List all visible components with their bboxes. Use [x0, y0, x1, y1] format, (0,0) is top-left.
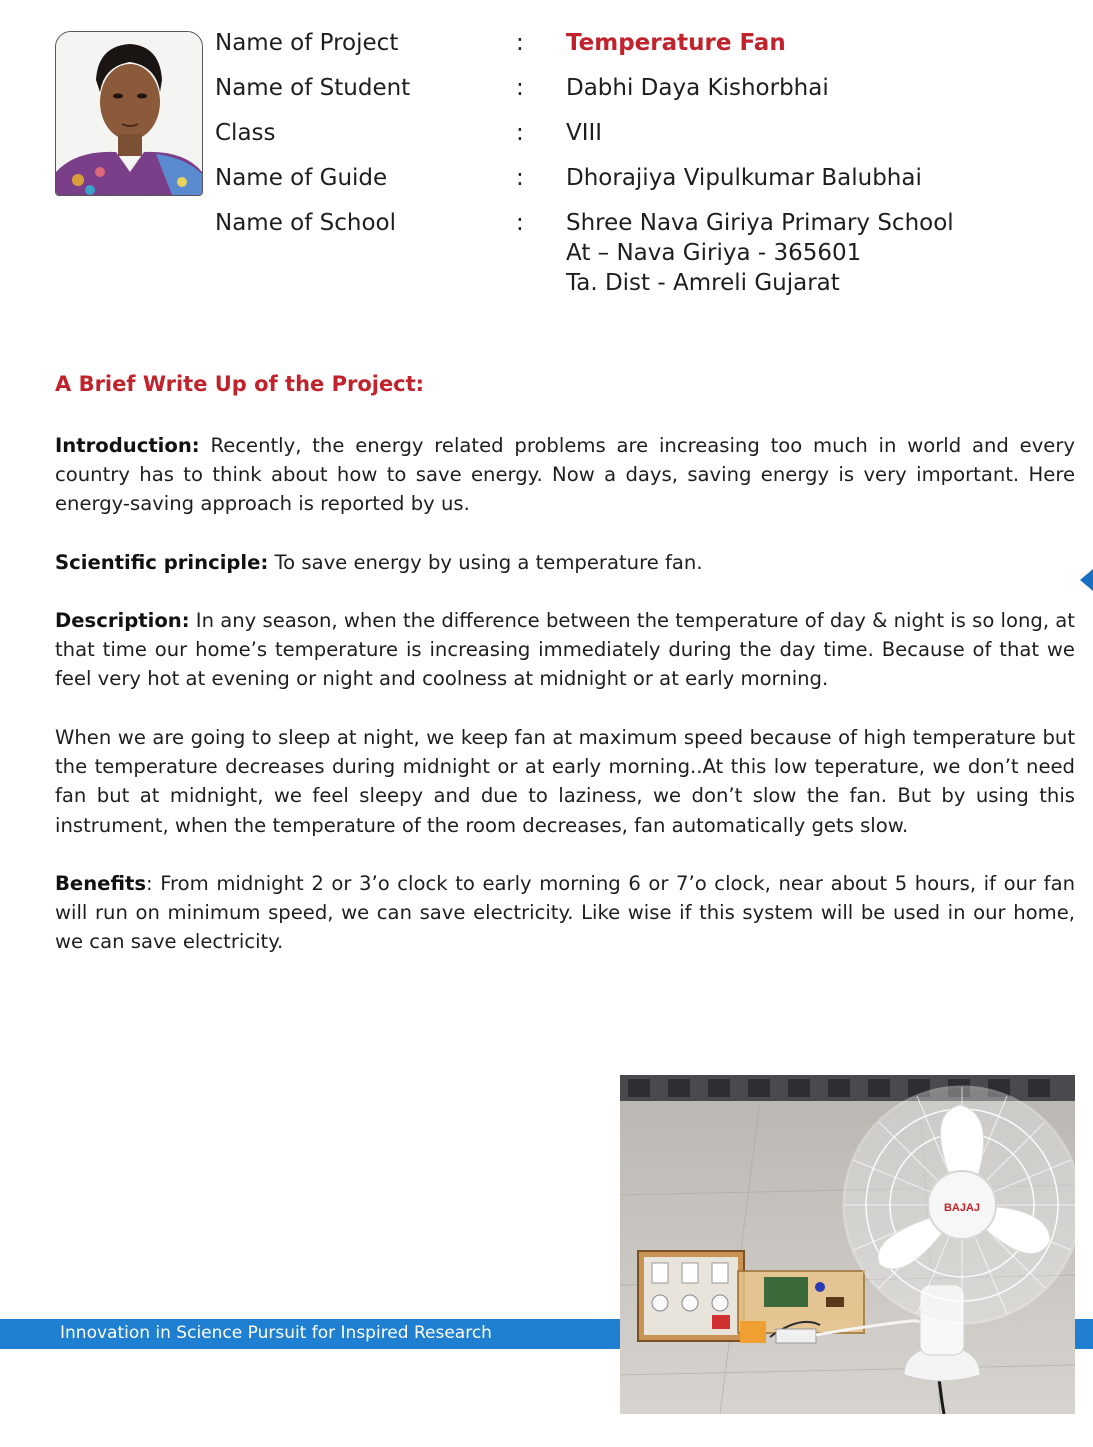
school-name: Shree Nava Giriya Primary School — [566, 210, 954, 236]
info-label: Class — [215, 120, 276, 146]
student-photo — [55, 31, 203, 196]
introduction-paragraph — [55, 431, 1075, 519]
benefits-paragraph — [55, 869, 1075, 957]
info-label: Name of Student — [215, 75, 411, 101]
description-label: Description: — [55, 609, 190, 632]
school-district: Ta. Dist - Amreli Gujarat — [566, 270, 840, 296]
school-address — [566, 208, 954, 298]
principle-label: Scientific principle: — [55, 551, 269, 574]
benefits-text: : From midnight 2 or 3’o clock to early morning 6 or 7’o clock, near about 5 hours, if our fan will run on minimum speed, we can save electricity. Like wise if this system will be used in our home, we can save electricity. — [55, 872, 1075, 954]
principle-paragraph — [55, 548, 1075, 577]
fan-brand-logo: BAJAJ — [943, 1202, 981, 1214]
benefits-label: Benefits — [55, 872, 147, 895]
project-title: Temperature Fan — [566, 30, 786, 56]
info-label: Name of School — [215, 210, 397, 236]
school-village: At – Nava Giriya - 365601 — [566, 240, 862, 266]
principle-text: To save energy by using a temperature fan. — [268, 551, 703, 574]
info-colon: : — [516, 75, 524, 101]
fan-guard — [844, 1087, 1075, 1323]
introduction-label: Introduction: — [55, 434, 200, 457]
info-colon: : — [516, 210, 524, 236]
project-photo — [620, 1075, 1075, 1414]
description-paragraph-2 — [55, 723, 1075, 840]
introduction-text: Recently, the energy related problems are increasing too much in world and every country has to think about how to save energy. Now a days, saving energy is very important. Here energy-saving approach is reported by us. — [55, 434, 1075, 516]
class-value: VIII — [566, 120, 603, 146]
info-colon: : — [516, 120, 524, 146]
student-name: Dabhi Daya Kishorbhai — [566, 75, 829, 101]
info-colon: : — [516, 30, 524, 56]
writeup-heading: A Brief Write Up of the Project: — [55, 372, 425, 396]
description-paragraph — [55, 606, 1075, 694]
description2-text: When we are going to sleep at night, we keep fan at maximum speed because of high temperature but the temperature decreases during midnight or at early morning..At this low teperature, we don’t need fan but at midnight, we feel sleepy and due to laziness, we don’t slow the fan. But by using this instrument, when the temperature of the room decreases, fan automatically gets slow. — [55, 726, 1075, 837]
description-text: In any season, when the difference between the temperature of day & night is so long, at that time our home’s temperature is increasing immediately during the day time. Because of that we feel very hot at evening or night and coolness at midnight or at early morning. — [55, 609, 1075, 691]
page-marker-icon — [1080, 569, 1093, 591]
info-label: Name of Guide — [215, 165, 388, 191]
info-label: Name of Project — [215, 30, 399, 56]
guide-name: Dhorajiya Vipulkumar Balubhai — [566, 165, 922, 191]
switch-board — [638, 1251, 744, 1341]
info-colon: : — [516, 165, 524, 191]
footer-tagline: Innovation in Science Pursuit for Inspired Research — [60, 1323, 492, 1343]
